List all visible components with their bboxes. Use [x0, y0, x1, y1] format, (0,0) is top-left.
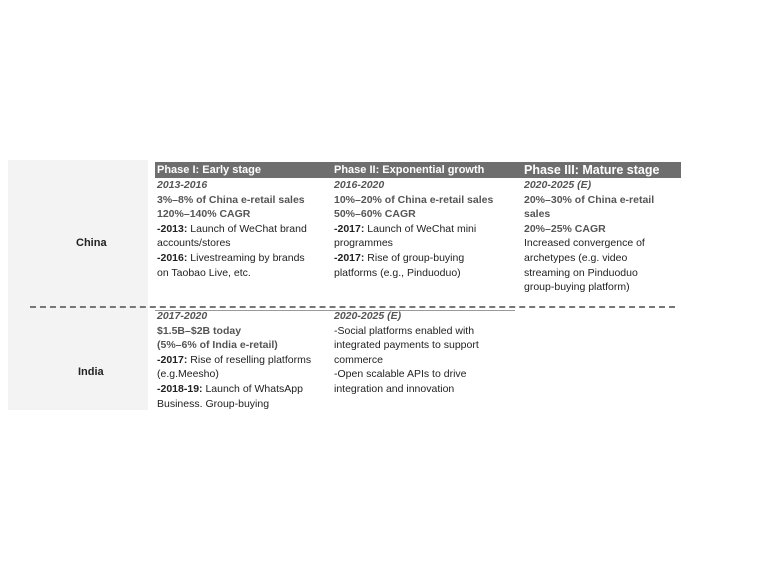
- cell-line: archetypes (e.g. video: [524, 251, 628, 264]
- cell-line: 50%–60% CAGR: [334, 208, 416, 221]
- cell-line: on Taobao Live, etc.: [157, 266, 251, 279]
- event-text: Rise of reselling platforms: [187, 353, 312, 366]
- cell-line: [334, 251, 520, 266]
- cell-line: [157, 222, 343, 237]
- country-label-india: India: [78, 366, 104, 378]
- cell-line: 2020-2025 (E): [524, 179, 592, 191]
- phase-header-row: [155, 162, 681, 178]
- event-year: -2013:: [157, 222, 188, 235]
- cell-line: platforms (e.g., Pinduoduo): [334, 266, 461, 279]
- event-year: -2017:: [334, 251, 365, 264]
- cell-line: Increased convergence of: [524, 237, 645, 250]
- country-label-china: China: [76, 237, 107, 249]
- cell-line: programmes: [334, 237, 393, 250]
- cell-line: 20%–25% CAGR: [524, 222, 606, 235]
- india-phase-2-cell: [334, 309, 520, 397]
- cell-line: 10%–20% of China e-retail sales: [334, 193, 494, 206]
- cell-line: accounts/stores: [157, 237, 231, 250]
- event-text: Livestreaming by brands: [187, 251, 305, 264]
- cell-line: 20%–30% of China e-retail: [524, 193, 655, 206]
- phase-1-header: Phase I: Early stage: [157, 164, 261, 176]
- cell-line: integrated payments to support: [334, 339, 479, 352]
- cell-line: integration and innovation: [334, 382, 455, 395]
- india-phase-1-cell: [157, 309, 343, 411]
- china-phase-2-cell: [334, 178, 520, 280]
- cell-line: -Open scalable APIs to drive: [334, 368, 467, 381]
- cell-line: 120%–140% CAGR: [157, 208, 251, 221]
- cell-line: sales: [524, 208, 551, 221]
- cell-line: $1.5B–$2B today: [157, 324, 242, 337]
- cell-line: streaming on Pinduoduo: [524, 266, 638, 279]
- china-phase-3-cell: [524, 178, 684, 295]
- cell-line: (e.g.Meesho): [157, 368, 219, 381]
- event-year: -2018-19:: [157, 382, 203, 395]
- cell-line: [334, 222, 520, 237]
- cell-line: (5%–6% of India e-retail): [157, 339, 278, 352]
- event-year: -2017:: [157, 353, 188, 366]
- cell-line: group-buying platform): [524, 281, 630, 294]
- event-year: -2017:: [334, 222, 365, 235]
- cell-line: [157, 382, 343, 397]
- cell-line: 2013-2016: [157, 179, 208, 191]
- event-text: Rise of group-buying: [364, 251, 465, 264]
- event-text: Launch of WeChat mini: [364, 222, 477, 235]
- cell-line: 2017-2020: [157, 310, 208, 322]
- cell-line: 2016-2020: [334, 179, 385, 191]
- cell-line: [157, 353, 343, 368]
- cell-line: 3%–8% of China e-retail sales: [157, 193, 305, 206]
- cell-line: 2020-2025 (E): [334, 310, 402, 322]
- phase-3-header: Phase III: Mature stage: [524, 163, 660, 177]
- cell-line: [157, 251, 343, 266]
- event-year: -2016:: [157, 251, 188, 264]
- china-phase-1-cell: [157, 178, 343, 280]
- cell-line: Business. Group-buying: [157, 397, 270, 410]
- cell-line: -Social platforms enabled with: [334, 324, 475, 337]
- cell-line: commerce: [334, 353, 384, 366]
- country-divider: [30, 306, 675, 308]
- event-text: Launch of WeChat brand: [187, 222, 307, 235]
- event-text: Launch of WhatsApp: [202, 382, 303, 395]
- phase-2-header: Phase II: Exponential growth: [334, 164, 485, 176]
